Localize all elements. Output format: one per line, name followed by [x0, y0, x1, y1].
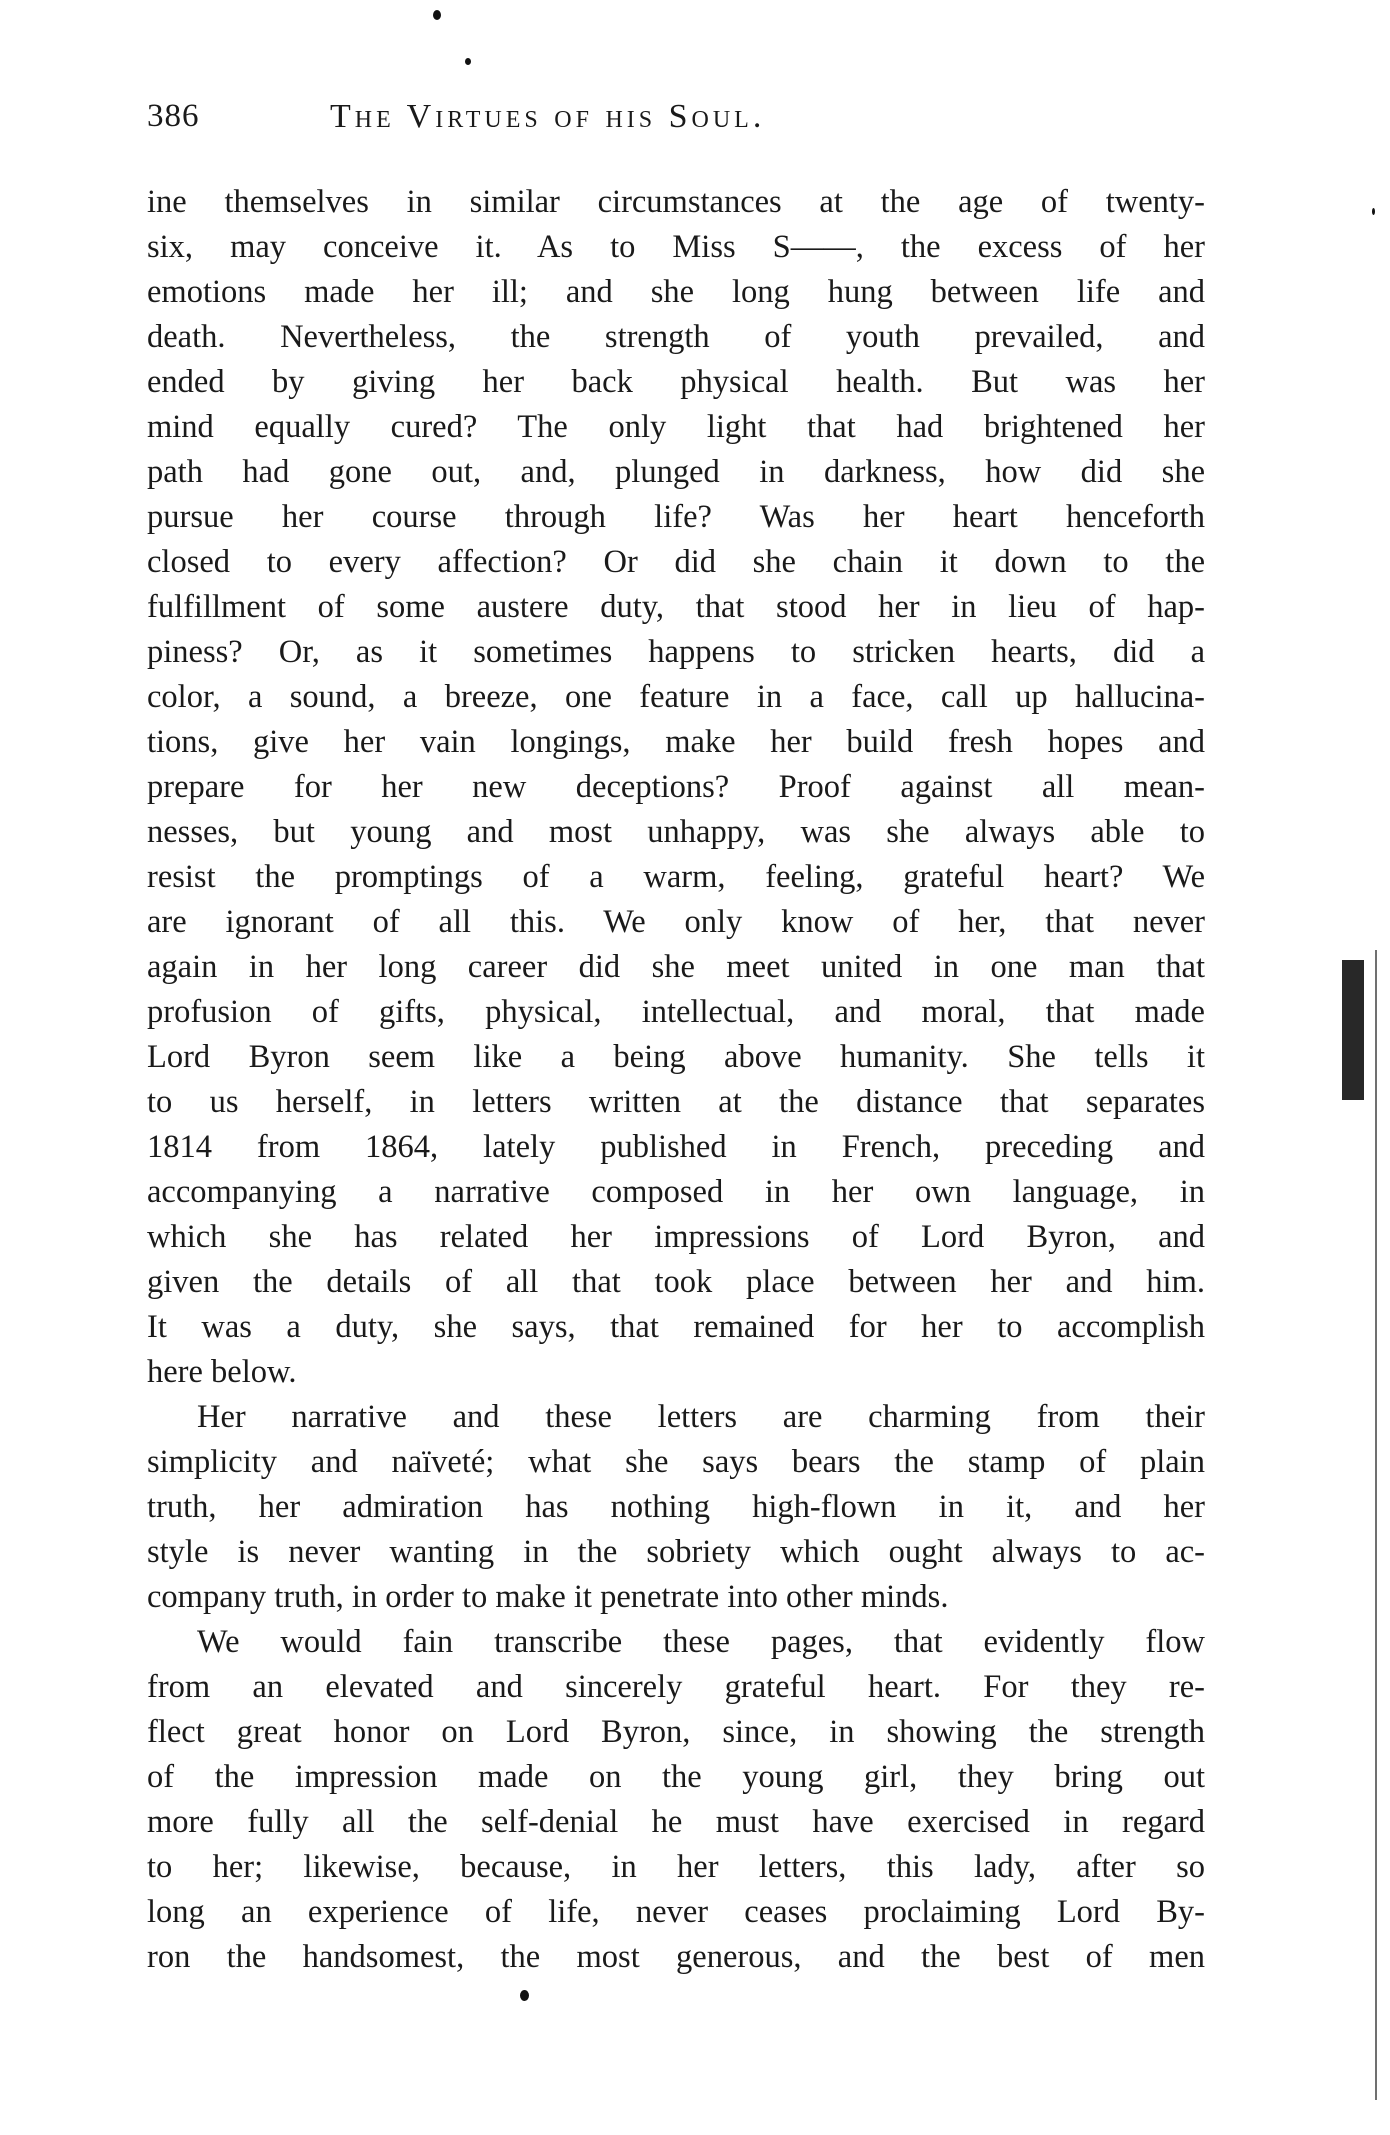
text-line: Lord Byron seem like a being above humanity. She tells it — [147, 1039, 1205, 1075]
page-number: 386 — [147, 98, 200, 134]
text-line: tions, give her vain longings, make her build fresh hopes and — [147, 724, 1205, 760]
text-line: of the impression made on the young girl, they bring out — [147, 1759, 1205, 1795]
text-line: flect great honor on Lord Byron, since, in showing the strength — [147, 1714, 1205, 1750]
text-line: six, may conceive it. As to Miss S——, the excess of her — [147, 229, 1205, 265]
text-line: Her narrative and these letters are charming from their — [197, 1399, 1205, 1435]
text-line: ine themselves in similar circumstances at the age of twenty- — [147, 184, 1205, 220]
text-line: long an experience of life, never ceases proclaiming Lord By- — [147, 1894, 1205, 1930]
text-line: ron the handsomest, the most generous, and the best of men — [147, 1939, 1205, 1975]
ink-speck — [465, 58, 471, 65]
text-line: pursue her course through life? Was her heart henceforth — [147, 499, 1205, 535]
text-line: path had gone out, and, plunged in darkness, how did she — [147, 454, 1205, 490]
text-line: It was a duty, she says, that remained for her to accomplish — [147, 1309, 1205, 1345]
text-line: emotions made her ill; and she long hung between life and — [147, 274, 1205, 310]
text-line: 1814 from 1864, lately published in French, preceding and — [147, 1129, 1205, 1165]
text-line: ended by giving her back physical health. But was her — [147, 364, 1205, 400]
text-line: death. Nevertheless, the strength of youth prevailed, and — [147, 319, 1205, 355]
binding-shadow — [1342, 960, 1364, 1100]
text-line: here below. — [147, 1354, 297, 1390]
ink-speck — [1372, 208, 1375, 215]
text-line: profusion of gifts, physical, intellectual, and moral, that made — [147, 994, 1205, 1030]
running-header — [147, 98, 1207, 142]
text-line: color, a sound, a breeze, one feature in a face, call up hallucina- — [147, 679, 1205, 715]
body-text — [147, 180, 1205, 1980]
text-line: to her; likewise, because, in her letters, this lady, after so — [147, 1849, 1205, 1885]
text-line: fulfillment of some austere duty, that stood her in lieu of hap- — [147, 589, 1205, 625]
text-line: nesses, but young and most unhappy, was she always able to — [147, 814, 1205, 850]
text-line: more fully all the self-denial he must have exercised in regard — [147, 1804, 1205, 1840]
text-line: mind equally cured? The only light that had brightened her — [147, 409, 1205, 445]
text-line: We would fain transcribe these pages, that evidently flow — [197, 1624, 1205, 1660]
ink-speck — [520, 1990, 529, 2001]
text-line: accompanying a narrative composed in her own language, in — [147, 1174, 1205, 1210]
text-line: prepare for her new deceptions? Proof against all mean- — [147, 769, 1205, 805]
text-line: truth, her admiration has nothing high-flown in it, and her — [147, 1489, 1205, 1525]
text-line: resist the promptings of a warm, feeling, grateful heart? We — [147, 859, 1205, 895]
text-line: style is never wanting in the sobriety which ought always to ac- — [147, 1534, 1205, 1570]
text-line: which she has related her impressions of Lord Byron, and — [147, 1219, 1205, 1255]
binding-edge-line — [1375, 950, 1377, 2100]
text-line: to us herself, in letters written at the distance that separates — [147, 1084, 1205, 1120]
ink-speck — [433, 10, 441, 20]
text-line: from an elevated and sincerely grateful heart. For they re- — [147, 1669, 1205, 1705]
text-line: are ignorant of all this. We only know of her, that never — [147, 904, 1205, 940]
text-line: simplicity and naïveté; what she says bears the stamp of plain — [147, 1444, 1205, 1480]
text-line: company truth, in order to make it penetrate into other minds. — [147, 1579, 949, 1615]
text-line: again in her long career did she meet united in one man that — [147, 949, 1205, 985]
text-line: given the details of all that took place between her and him. — [147, 1264, 1205, 1300]
text-line: closed to every affection? Or did she chain it down to the — [147, 544, 1205, 580]
text-line: piness? Or, as it sometimes happens to stricken hearts, did a — [147, 634, 1205, 670]
running-title: The Virtues of his Soul. — [330, 98, 766, 135]
